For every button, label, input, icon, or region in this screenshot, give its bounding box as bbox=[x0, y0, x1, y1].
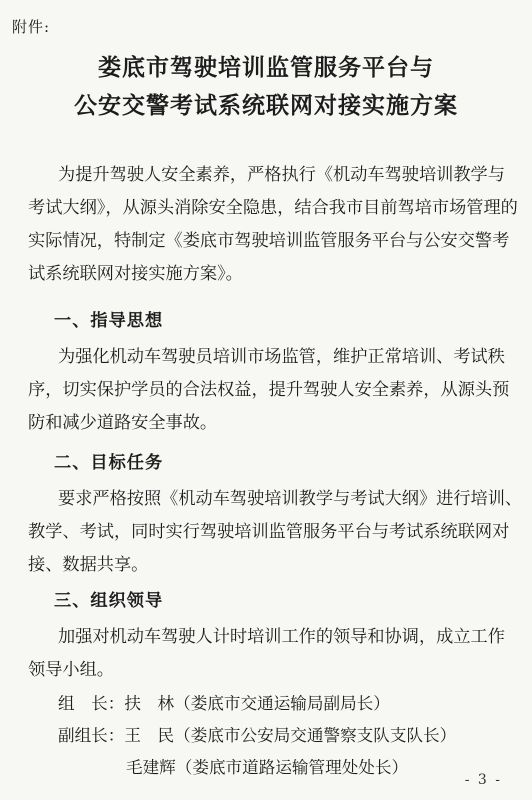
section-1-line-1: 为强化机动车驾驶员培训市场监管，维护正常培训、考试秩 bbox=[58, 347, 505, 367]
attachment-label: 附件: bbox=[12, 18, 51, 36]
section-1-line-2: 序，切实保护学员的合法权益，提升驾驶人安全素养，从源头预 bbox=[28, 380, 510, 400]
member-leader: 组 长：扶 林（娄底市交通运输局副局长） bbox=[58, 694, 390, 713]
section-2-line-2: 教学、考试，同时实行驾驶培训监管服务平台与考试系统联网对 bbox=[28, 522, 510, 542]
section-3-line-1: 加强对机动车驾驶人计时培训工作的领导和协调，成立工作 bbox=[58, 627, 505, 647]
section-1-line-3: 防和减少道路安全事故。 bbox=[28, 413, 218, 433]
section-heading-guiding-thought: 一、指导思想 bbox=[54, 311, 164, 331]
section-2-line-3: 接、数据共享。 bbox=[28, 555, 149, 575]
section-2-line-1: 要求严格按照《机动车驾驶培训教学与考试大纲》进行培训、 bbox=[58, 489, 523, 509]
section-heading-goals: 二、目标任务 bbox=[54, 453, 164, 473]
intro-line-3: 实际情况，特制定《娄底市驾驶培训监管服务平台与公安交警考 bbox=[28, 231, 510, 251]
document-title-line-1: 娄底市驾驶培训监管服务平台与 bbox=[98, 54, 434, 81]
intro-line-4: 试系统联网对接实施方案》。 bbox=[28, 264, 243, 284]
page-number: - 3 - bbox=[464, 772, 502, 788]
member-deputy-1: 副组长：王 民（娄底市公安局交通警察支队支队长） bbox=[58, 726, 457, 745]
section-heading-organization: 三、组织领导 bbox=[54, 591, 164, 611]
intro-line-1: 为提升驾驶人安全素养，严格执行《机动车驾驶培训教学与 bbox=[58, 165, 505, 185]
intro-line-2: 考试大纲》，从源头消除安全隐患，结合我市目前驾培市场管理的 bbox=[28, 198, 518, 218]
member-deputy-2: 毛建辉（娄底市道路运输管理处处长） bbox=[126, 758, 409, 777]
document-title-line-2: 公安交警考试系统联网对接实施方案 bbox=[74, 92, 458, 119]
section-3-line-2: 领导小组。 bbox=[28, 660, 114, 680]
